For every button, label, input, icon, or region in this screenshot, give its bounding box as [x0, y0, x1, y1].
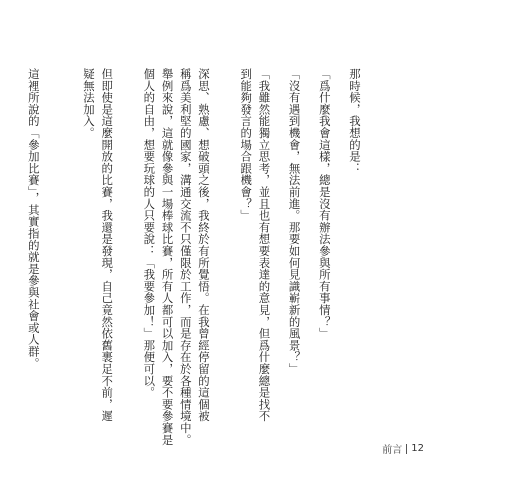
text-line: 這裡所說的「參加比賽」，其實指的就是參與社會或人群。 [26, 68, 41, 370]
text-line: 舉例來說，這就像參與一場棒球比賽，所有人都可以加入，要不要參賽是 [160, 68, 175, 446]
text-line: 到能夠發言的場合跟機會？」 [239, 68, 254, 222]
section-label: 前言 [382, 445, 403, 456]
text-line: 「我雖然能獨立思考，並且也有想要表達的意見，但爲什麼總是找不 [257, 68, 272, 422]
text-line: 個人的自由，想要玩球的人只要說：「我要參加！」那便可以。 [142, 68, 157, 399]
text-line: 但即使是這麼開放的比賽，我還是發現，自己竟然依舊裹足不前，遲 [100, 68, 115, 422]
text-line: 「沒有遇到機會，無法前進。那要如何見識嶄新的風景？」 [287, 68, 302, 375]
text-line: 疑無法加入。 [81, 68, 96, 139]
text-line: 那時候，我想的是： [348, 68, 362, 175]
body-text [25, 68, 388, 446]
paragraph-gap [67, 68, 80, 424]
page-number: 12 [411, 443, 424, 454]
text-line: 深思、熟慮、想破頭之後，我終於有所覺悟。在我曾經停留的這個被 [196, 68, 211, 422]
text-line: 「爲什麼我會這樣，總是沒有辦法參與所有事情？」 [317, 68, 332, 340]
text-line: 稱爲美利堅的國家，溝通交流不只僅限於工作，而是存在於各種情境中。 [178, 68, 193, 446]
page-footer [382, 441, 424, 456]
footer-divider [406, 444, 407, 454]
